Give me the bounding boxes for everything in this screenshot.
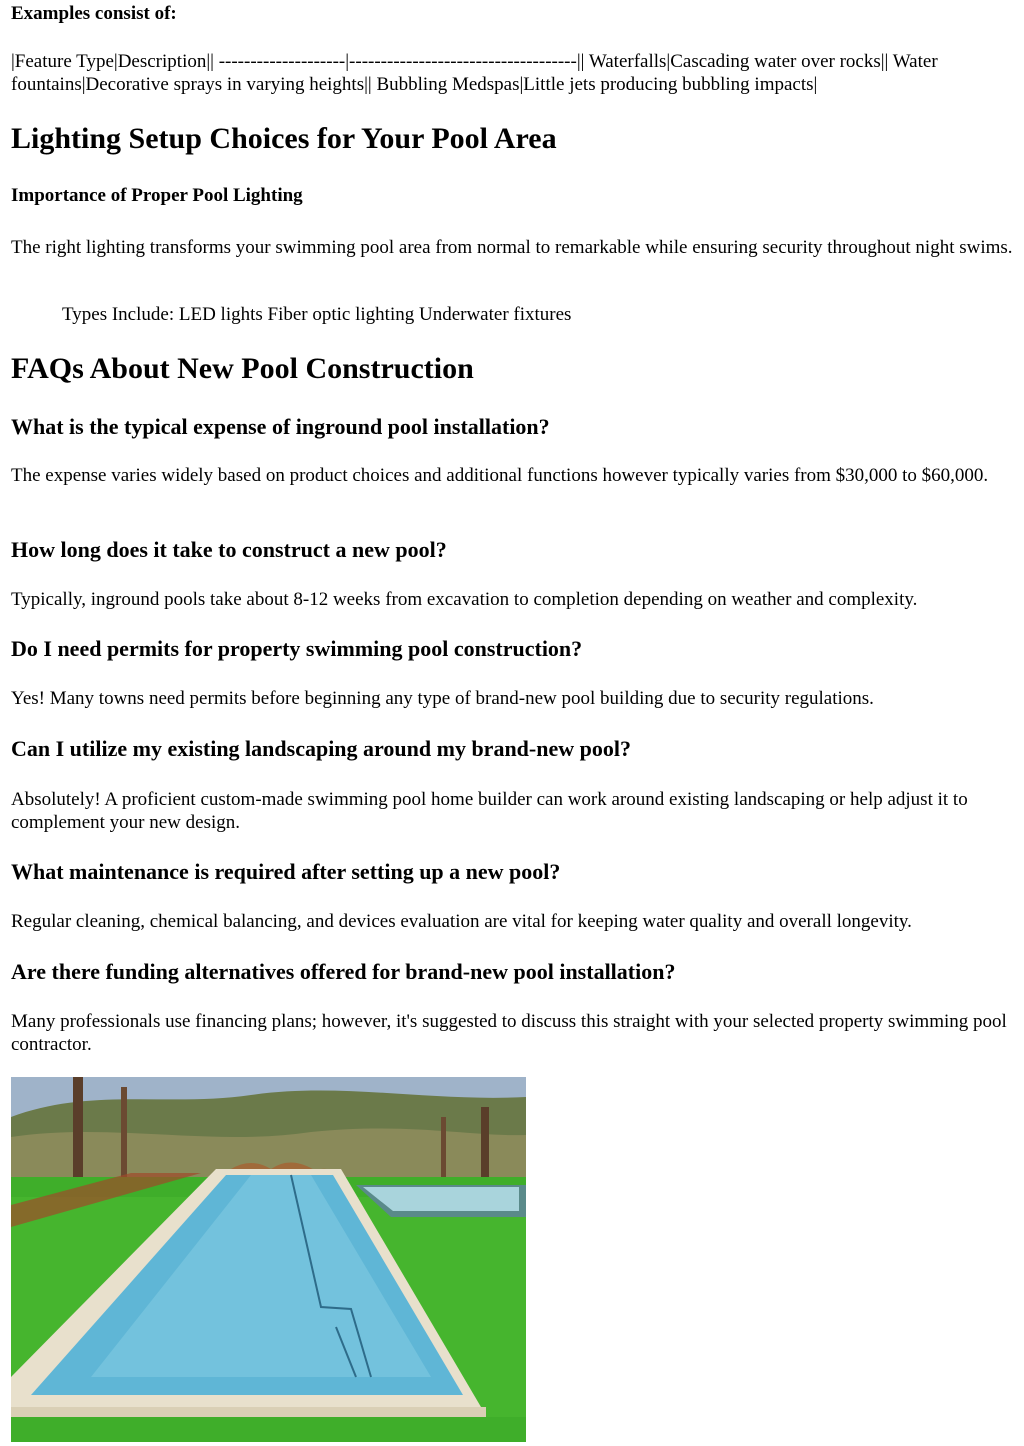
faq-question-6: Are there funding alternatives offered for brand-new pool installation? (11, 959, 676, 984)
faq-question-1: What is the typical expense of inground pool installation? (11, 414, 550, 439)
feature-table-text: |Feature Type|Description|| --------------------|------------------------------------|| Waterfalls|Cascading water over rocks|| Water fountains|Decorative sprays in varying heights|| Bubbling Medspas|Little jets producing bubbling impacts| (11, 51, 938, 95)
lighting-types: Types Include: LED lights Fiber optic lighting Underwater fixtures (62, 304, 572, 325)
faq-answer-5: Regular cleaning, chemical balancing, and devices evaluation are vital for keeping water quality and overall longevity. (11, 911, 912, 932)
faq-answer-1: The expense varies widely based on product choices and additional functions however typically varies from $30,000 to $60,000. (11, 465, 989, 486)
examples-label: Examples consist of: (11, 3, 177, 24)
faq-answer-4: Absolutely! A proficient custom-made swimming pool home builder can work around existing landscaping or help adjust it to complement your new design. (11, 789, 968, 833)
pool-photo (11, 1077, 526, 1442)
faq-question-3: Do I need permits for property swimming pool construction? (11, 636, 583, 661)
lighting-heading: Lighting Setup Choices for Your Pool Area (11, 122, 557, 155)
faq-heading: FAQs About New Pool Construction (11, 352, 474, 385)
faq-answer-2: Typically, inground pools take about 8-12 weeks from excavation to completion depending on weather and complexity. (11, 589, 918, 610)
faq-answer-6: Many professionals use financing plans; however, it's suggested to discuss this straight with your selected property swimming pool contractor. (11, 1011, 1007, 1055)
lighting-subheading: Importance of Proper Pool Lighting (11, 185, 303, 206)
faq-question-2: How long does it take to construct a new pool? (11, 537, 447, 562)
faq-answer-3: Yes! Many towns need permits before beginning any type of brand-new pool building due to security regulations. (11, 688, 874, 709)
faq-question-4: Can I utilize my existing landscaping around my brand-new pool? (11, 736, 631, 761)
faq-question-5: What maintenance is required after setting up a new pool? (11, 859, 561, 884)
lighting-paragraph: The right lighting transforms your swimming pool area from normal to remarkable while ensuring security throughout night swims. (11, 237, 1013, 258)
